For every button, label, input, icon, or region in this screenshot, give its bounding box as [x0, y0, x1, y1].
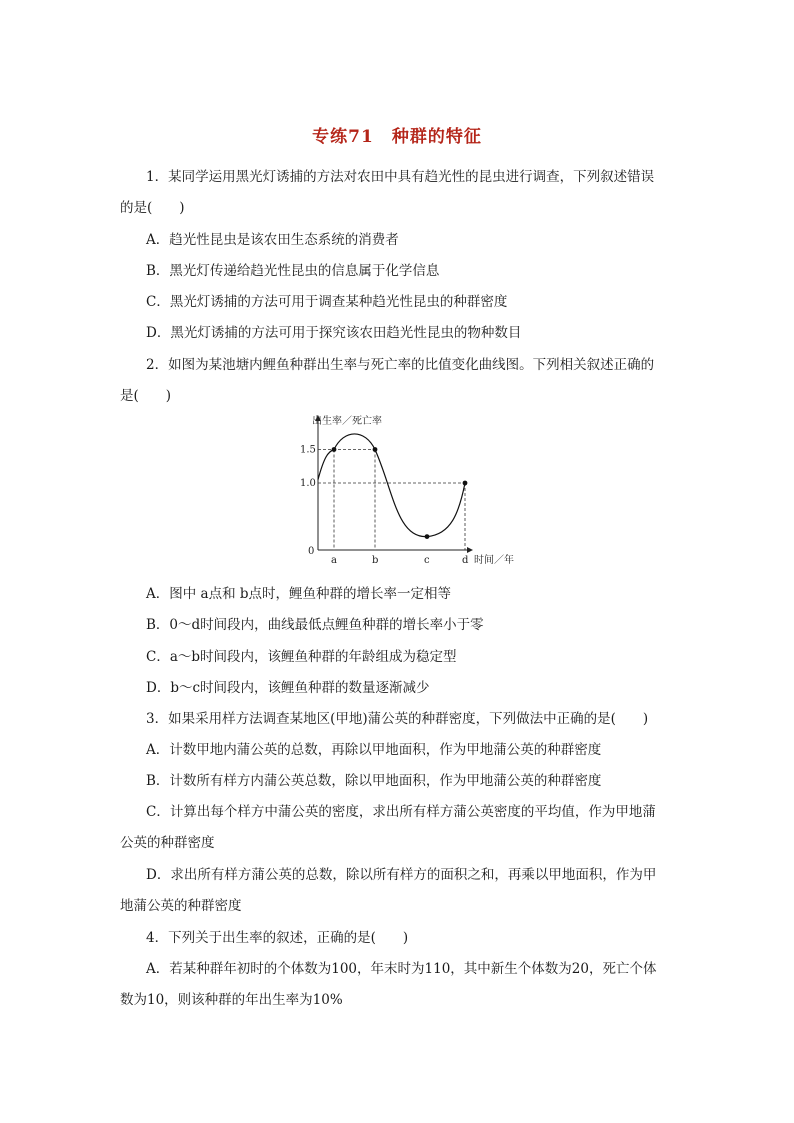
data-point-c [425, 534, 430, 539]
x-axis-label: 时间／年 [474, 555, 514, 566]
q1-option-d: D．黑光灯诱捕的方法可用于探究该农田趋光性昆虫的物种数目 [146, 325, 522, 341]
origin-label: 0 [308, 546, 315, 557]
x-tick-label-b: b [372, 555, 379, 566]
q3-option-a: A．计数甲地内蒲公英的总数，再除以甲地面积，作为甲地蒲公英的种群密度 [146, 742, 602, 758]
data-point-b [373, 447, 378, 452]
q3-option-c-line1: C．计算出每个样方中蒲公英的密度，求出所有样方蒲公英密度的平均值，作为甲地蒲 [146, 804, 656, 820]
q1-option-c: C．黑光灯诱捕的方法可用于调查某种趋光性昆虫的种群密度 [146, 294, 508, 310]
q2-option-b: B．0～d时间段内，曲线最低点鲤鱼种群的增长率小于零 [146, 617, 484, 633]
q2-option-a: A．图中 a点和 b点时，鲤鱼种群的增长率一定相等 [146, 586, 452, 602]
q3-option-b: B．计数所有样方内蒲公英总数，除以甲地面积，作为甲地蒲公英的种群密度 [146, 773, 602, 789]
q3-option-c-line2: 公英的种群密度 [120, 835, 215, 851]
data-point-d [463, 481, 468, 486]
y-axis-label: 出生率／死亡率 [312, 416, 382, 427]
q2-option-d: D．b～c时间段内，该鲤鱼种群的数量逐渐减少 [146, 680, 430, 696]
y-tick-label-0: 1.5 [300, 444, 316, 456]
q3-option-d-line1: D．求出所有样方蒲公英的总数，除以所有样方的面积之和，再乘以甲地面积，作为甲 [146, 867, 657, 883]
x-tick-label-a: a [331, 555, 337, 566]
q4-stem: 4．下列关于出生率的叙述，正确的是( ) [146, 930, 409, 946]
x-tick-label-d: d [462, 555, 469, 566]
q3-stem: 3．如果采用样方法调查某地区(甲地)蒲公英的种群密度，下列做法中正确的是( ) [146, 711, 649, 727]
y-tick-label-1: 1.0 [300, 478, 316, 489]
page-title: 专练71 种群的特征 [312, 127, 482, 147]
data-point-a [332, 447, 337, 452]
q1-option-a: A．趋光性昆虫是该农田生态系统的消费者 [146, 232, 399, 248]
q2-option-c: C．a～b时间段内，该鲤鱼种群的年龄组成为稳定型 [146, 649, 457, 665]
q1-stem-line1: 1．某同学运用黑光灯诱捕的方法对农田中具有趋光性的昆虫进行调查，下列叙述错误 [146, 169, 655, 185]
q2-stem-line1: 2．如图为某池塘内鲤鱼种群出生率与死亡率的比值变化曲线图。下列相关叙述正确的 [146, 357, 655, 373]
q3-option-d-line2: 地蒲公英的种群密度 [120, 898, 242, 914]
q1-option-b: B．黑光灯传递给趋光性昆虫的信息属于化学信息 [146, 263, 440, 279]
q4-option-a-line1: A．若某种群年初时的个体数为100，年末时为110，其中新生个体数为20，死亡个体 [146, 961, 657, 977]
q2-stem-line2: 是( ) [120, 388, 172, 404]
q1-stem-line2: 的是( ) [120, 200, 185, 216]
birth-death-ratio-chart [290, 410, 540, 570]
q4-option-a-line2: 数为10，则该种群的年出生率为10% [120, 992, 343, 1008]
x-tick-label-c: c [424, 555, 430, 566]
